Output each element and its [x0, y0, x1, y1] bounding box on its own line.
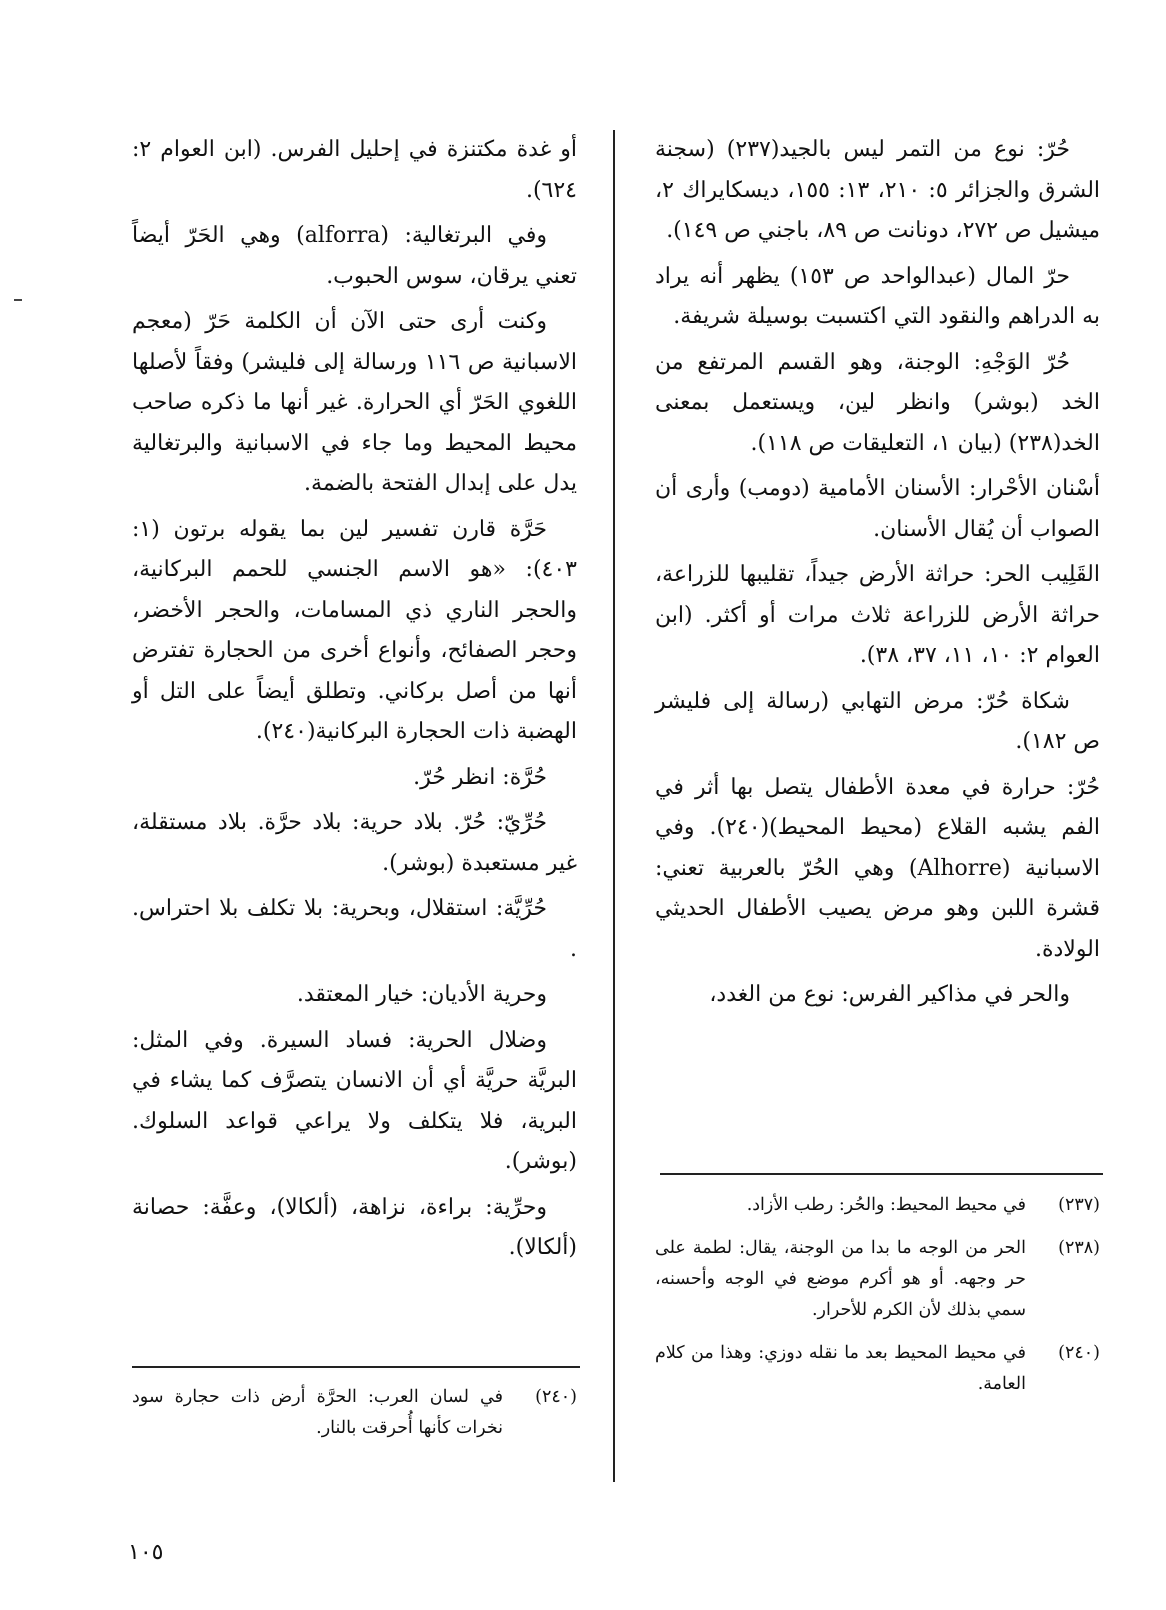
- entry-hurr-heat: حُرّ: حرارة في معدة الأطفال يتصل بها أثر في الفم يشبه القلاع (محيط المحيط)(٢٤٠). وفي الاسبانية (Alhorre) وهي الحُرّ بالعربية تعني: قشرة اللبن وهو مرض يصيب الأطفال الحديثي الولادة.: [655, 774, 1101, 962]
- entry-harr-etymology: وكنت أرى حتى الآن أن الكلمة حَرّ (معجم الاسبانية ص ١١٦ ورسالة إلى فليشر) وفقاً لأصلها اللغوي الحَرّ أي الحرارة. غير أنها ما ذكره صاحب محيط المحيط وما جاء في الاسبانية والبرتغالية يدل على إبدال الفتحة بالضمة.: [132, 309, 578, 496]
- left-column: [132, 130, 577, 1274]
- entry-religious-freedom: وحرية الأديان: خيار المعتقد.: [296, 982, 547, 1007]
- footnote-number: (٢٤٠): [535, 1387, 577, 1407]
- page-number: ١٠٥: [128, 1540, 164, 1565]
- right-column: [655, 130, 1100, 1021]
- entry-hurr-al-wajh: حُرّ الوَجْهِ: الوجنة، وهو القسم المرتفع من الخد (بوشر) وانظر لين، ويستعمل بمعنى الخد(٢٣٨) (بيان ١، التعليقات ص ١١٨).: [655, 349, 1100, 456]
- footnotes-right: [655, 1190, 1100, 1412]
- footnote-text: في لسان العرب: الحرَّة أرض ذات حجارة سود نخرات كأنها أُحرقت بالنار.: [132, 1387, 503, 1438]
- footnote: [655, 1233, 1100, 1326]
- footnote-text: في محيط المحيط: والحُر: رطب الأزاد.: [746, 1195, 1026, 1215]
- footnote-number: (٢٤٠): [1058, 1343, 1100, 1363]
- footnote-text: الحر من الوجه ما بدا من الوجنة، يقال: لطمة على حر وجهه. أو هو أكرم موضع في الوجه وأحسنه، سمي بذلك لأن الكرم للأحرار.: [655, 1238, 1026, 1320]
- entry-hurr-dates: حُرّ: نوع من التمر ليس بالجيد(٢٣٧) (سجنة الشرق والجزائر ٥: ٢١٠، ١٣: ١٥٥، ديسكايراك ٢، ميشيل ص ٢٧٢، دونانت ص ٨٩، باجني ص ١٤٩).: [655, 137, 1101, 243]
- column-divider: [613, 130, 615, 1482]
- entry-portuguese: وفي البرتغالية: (alforra) وهي الحَرّ أيضاً تعني يرقان، سوس الحبوب.: [132, 223, 577, 289]
- footnote: [655, 1338, 1100, 1400]
- footnote-number: (٢٣٧): [1058, 1195, 1100, 1215]
- entry-hurriyya: حُرِّيَّة: استقلال، وبحرية: بلا تكلف بلا احتراس. .: [132, 896, 577, 962]
- entry-harra: حَرَّة قارن تفسير لين بما يقوله برتون (١: ٤٠٣): «هو الاسم الجنسي للحمم البركانية، والحجر الناري ذي المسامات، والحجر الأخضر، وحجر الصفائح، وأنواع أخرى من الحجارة تفترض أنها من أصل بركاني. وتطلق أيضاً على التل أو الهضبة ذات الحجارة البركانية(٢٤٠).: [132, 516, 577, 744]
- entry-asnan-al-ahrar: أسْنان الأحْرار: الأسنان الأمامية (دومب) وأرى أن الصواب أن يُقال الأسنان.: [655, 476, 1100, 542]
- entry-hurriyy: حُرِّيّ: حُرّ. بلاد حرية: بلاد حرَّة. بلاد مستقلة، غير مستعبدة (بوشر).: [132, 810, 577, 876]
- footnote-rule-right: [660, 1173, 1103, 1175]
- footnote-text: في محيط المحيط بعد ما نقله دوزي: وهذا من كلام العامة.: [655, 1343, 1026, 1394]
- entry-al-qalib-al-hurr: القَلِيب الحر: حراثة الأرض جيداً، تقليبها للزراعة، حراثة الأرض للزراعة ثلاث مرات أو أكثر. (ابن العوام ٢: ١٠، ١١، ٣٧، ٣٨).: [655, 562, 1100, 668]
- entry-hurriyya-innocence: وحرِّية: براءة، نزاهة، (ألكالا)، وعفَّة: حصانة (ألكالا).: [132, 1194, 577, 1260]
- entry-continuation: أو غدة مكتنزة في إحليل الفرس. (ابن العوام ٢: ٦٢٤).: [132, 137, 577, 203]
- entry-dalal-al-hurriyya: وضلال الحرية: فساد السيرة. وفي المثل: البريَّة حريَّة أي أن الانسان يتصرَّف كما يشاء في البرية، فلا يتكلف ولا يراعي قواعد السلوك. (بوشر).: [132, 1027, 577, 1174]
- entry-hurr-glands: والحر في مذاكير الفرس: نوع من الغدد،: [709, 982, 1070, 1007]
- footnote: [132, 1382, 577, 1444]
- entry-hurra: حُرَّة: انظر حُرّ.: [413, 764, 547, 790]
- footnotes-left: [132, 1382, 577, 1456]
- entry-hurr-al-mal: حرّ المال (عبدالواحد ص ١٥٣) يظهر أنه يراد به الدراهم والنقود التي اكتسبت بوسيلة شريفة.: [655, 263, 1100, 329]
- footnote-rule-left: [132, 1366, 580, 1368]
- scan-speck: [14, 299, 22, 301]
- footnote-number: (٢٣٨): [1058, 1238, 1100, 1258]
- entry-shakat-hurr: شكاة حُرّ: مرض التهابي (رسالة إلى فليشر ص ١٨٢).: [655, 688, 1100, 754]
- footnote: [655, 1190, 1100, 1221]
